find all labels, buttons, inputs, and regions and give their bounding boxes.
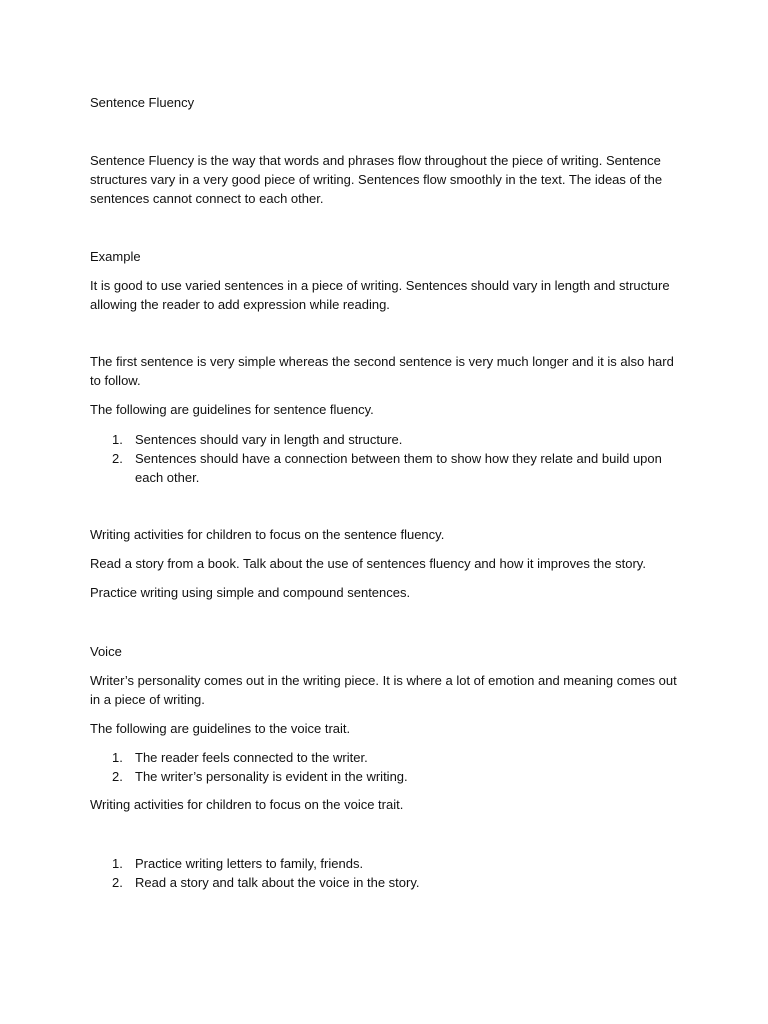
list-number: 2. (112, 875, 123, 890)
paragraph-example: It is good to use varied sentences in a piece of writing. Sentences should vary in length and structure allowing the reader to add expression while reading. (90, 278, 670, 312)
heading-sentence-fluency: Sentence Fluency (90, 95, 195, 110)
paragraph-activities-voice: Writing activities for children to focus on the voice trait. (90, 797, 404, 812)
list-number: 2. (112, 769, 123, 784)
list-text: The writer’s personality is evident in the writing. (135, 769, 408, 784)
paragraph-guidelines-voice: The following are guidelines to the voice trait. (90, 721, 351, 736)
list-text: Practice writing letters to family, friends. (135, 856, 364, 871)
list-number: 1. (112, 432, 123, 447)
list-text: Sentences should have a connection between them to show how they relate and build upon each other. (135, 451, 662, 485)
list-number: 1. (112, 856, 123, 871)
list-text: Read a story and talk about the voice in the story. (135, 875, 420, 890)
paragraph-definition: Sentence Fluency is the way that words and phrases flow throughout the piece of writing. Sentence structures vary in a very good piece of writing. Sentences flow smoothly in the text. The ideas of the sentences cannot connect to each other. (90, 153, 663, 206)
paragraph-activities-fluency: Writing activities for children to focus on the sentence fluency. (90, 527, 445, 542)
paragraph-practice: Practice writing using simple and compound sentences. (90, 585, 411, 600)
list-text: Sentences should vary in length and structure. (135, 432, 403, 447)
paragraph-guidelines-fluency: The following are guidelines for sentence fluency. (90, 402, 374, 417)
list-number: 2. (112, 451, 123, 466)
list-number: 1. (112, 750, 123, 765)
paragraph-read-story: Read a story from a book. Talk about the use of sentences fluency and how it improves the story. (90, 556, 646, 571)
heading-voice: Voice (90, 644, 122, 659)
paragraph-voice-definition: Writer’s personality comes out in the writing piece. It is where a lot of emotion and meaning comes out in a piece of writing. (90, 673, 677, 707)
paragraph-first-sentence: The first sentence is very simple whereas the second sentence is very much longer and it is also hard to follow. (90, 354, 674, 388)
list-text: The reader feels connected to the writer. (135, 750, 368, 765)
heading-example: Example (90, 249, 141, 264)
